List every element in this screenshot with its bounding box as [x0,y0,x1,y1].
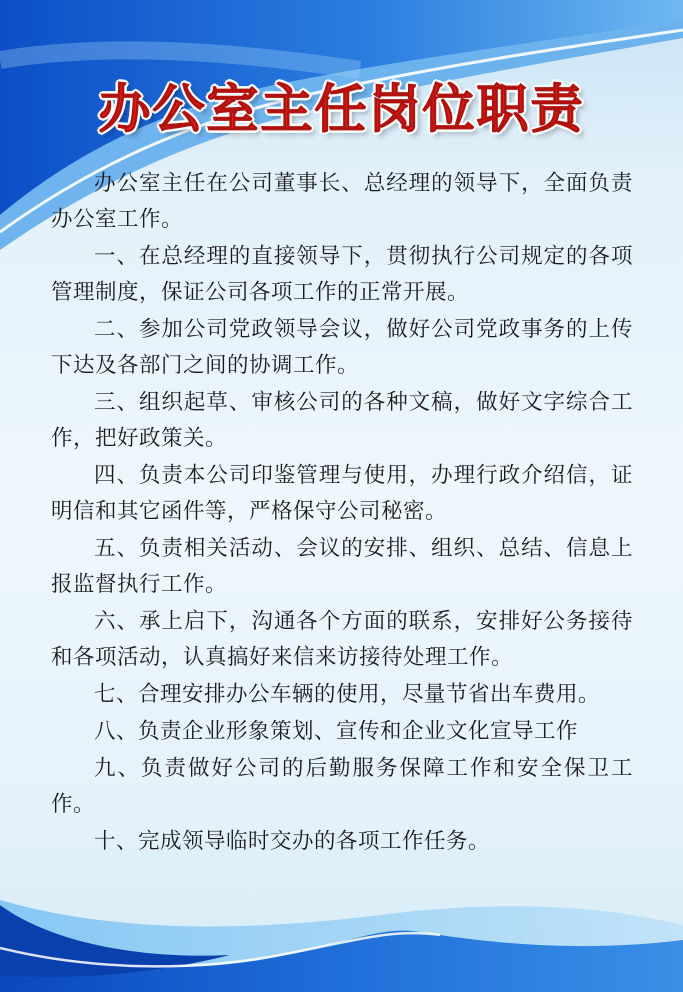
duty-item: 一、在总经理的直接领导下，贯彻执行公司规定的各项管理制度，保证公司各项工作的正常开展。 [51,244,633,305]
duty-item: 九、负责做好公司的后勤服务保障工作和安全保卫工作。 [51,756,633,817]
duty-item: 五、负责相关活动、会议的安排、组织、总结、信息上报监督执行工作。 [51,536,633,597]
duty-item: 十、完成领导临时交办的各项工作任务。 [94,829,491,854]
duty-item: 七、合理安排办公车辆的使用，尽量节省出车费用。 [94,682,601,707]
duty-item: 二、参加公司党政领导会议，做好公司党政事务的上传下达及各部门之间的协调工作。 [51,317,633,378]
duties-list [51,166,633,861]
duty-item: 八、负责企业形象策划、宣传和企业文化宣导工作 [94,719,579,744]
duty-item: 三、组织起草、审核公司的各种文稿，做好文字综合工作，把好政策关。 [51,390,633,451]
duty-item: 六、承上启下，沟通各个方面的联系，安排好公务接待和各项活动，认真搞好来信来访接待处理工作。 [51,609,633,670]
duty-item: 四、负责本公司印鉴管理与使用，办理行政介绍信，证明信和其它函件等，严格保守公司秘密。 [51,463,633,524]
page-title: 办公室主任岗位职责 [98,80,585,140]
intro-paragraph: 办公室主任在公司董事长、总经理的领导下，全面负责办公室工作。 [51,171,633,232]
